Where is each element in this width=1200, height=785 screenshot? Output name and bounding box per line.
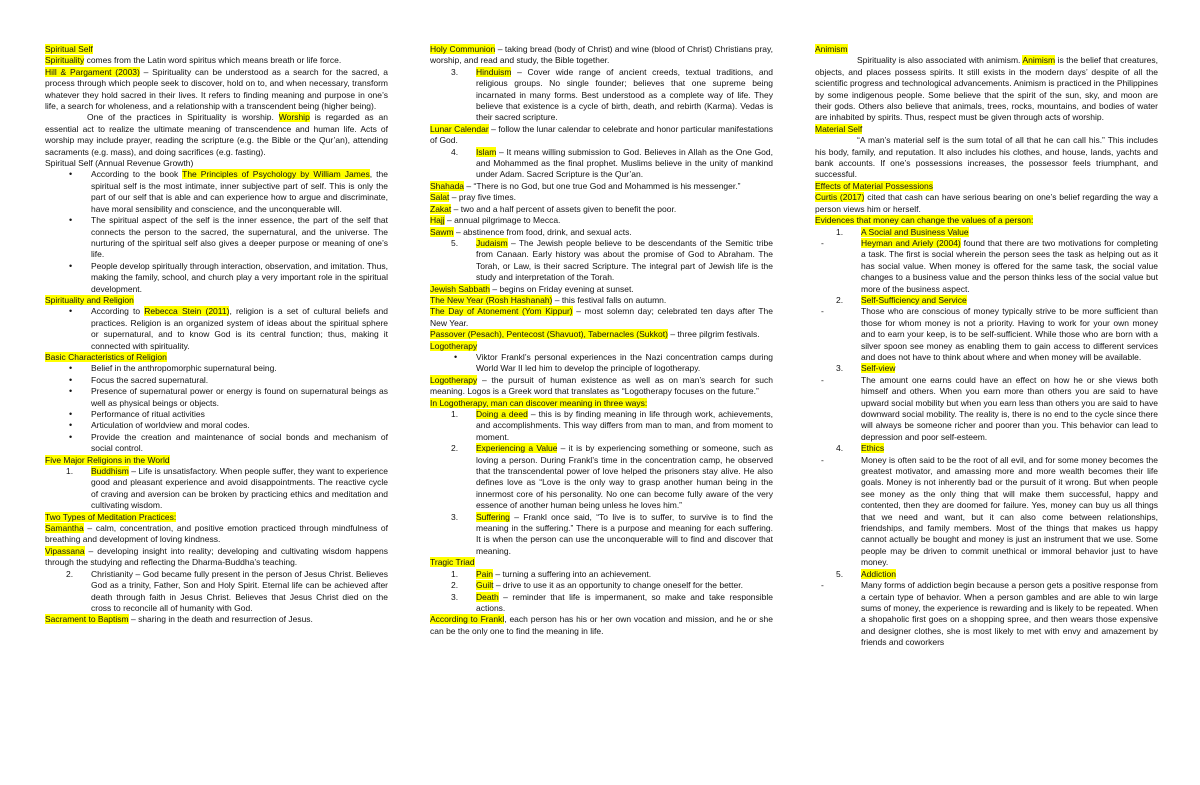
list-number: 3. (836, 363, 844, 374)
shahada-term: Shahada (430, 180, 465, 191)
addiction-title: Addiction (861, 568, 896, 579)
worship-paragraph (45, 112, 388, 158)
according-frankl-text: , each person has his or her own vocation and mission, and he or she can be the only one to find the meaning in life. (430, 614, 773, 636)
pain-term: Pain (476, 568, 494, 579)
samantha-text: – calm, concentration, and positive emotion practiced through mindfulness of breathing and development of loving kindness. (45, 523, 388, 545)
evidence-4-body (815, 455, 1158, 569)
characteristic-item: • Presence of supernatural power or energy is found on supernatural beings as well as physical beings or objects. (45, 386, 388, 409)
new-year-term: The New Year (Rosh Hashanah) (430, 294, 553, 305)
curtis-term: Curtis (2017) (815, 192, 865, 203)
effects-heading (815, 181, 1158, 192)
evidence-1-body (815, 238, 1158, 295)
religion-buddhism (45, 466, 388, 512)
hajj-paragraph (430, 215, 773, 226)
salat-paragraph (430, 192, 773, 203)
spirituality-text: comes from the Latin word spiritus which means breath or life force. (84, 55, 342, 66)
list-number: 2. (836, 294, 844, 305)
hinduism-text: – Cover wide range of ancient creeds, textual traditions, and religious groups. No single founder; believes that one supreme being incarnated in many forms. Best understood as a complete way of life. They believe that existence is a cycle of birth, death, and rebirth (Karma). Vedas is their sacred scripture. (476, 66, 773, 123)
evidence-5-heading (815, 569, 1158, 580)
list-number: 1. (451, 409, 459, 419)
logotherapy-bullets (430, 352, 773, 375)
evidence-heading-item (815, 363, 1158, 374)
bullet-inner-essence: • The spiritual aspect of the self is the inner essence, the part of the self that connects the person to the sacred, the supernatural, and the universe. The nurturing of the spiritual self also gives a deeper purpose or meaning of one’s life. (45, 215, 388, 261)
lunar-calendar-paragraph (430, 124, 773, 147)
evidence-3-heading (815, 363, 1158, 374)
baptism-paragraph (45, 614, 388, 625)
evidence-2-text: - Those who are conscious of money typically strive to be more sufficient than those for whom money is not a priority. Having to work for your own money and to earn your keep, is to be self-sufficient. While those who are born with a silver spoon see money as enabling them to gain access to different services and does not have to think about where and when money will be available. (815, 306, 1158, 363)
five-religions-heading (45, 455, 388, 466)
religions-list-5 (430, 238, 773, 284)
lunar-calendar-text: – follow the lunar calendar to celebrate and honor particular manifestations of God. (430, 123, 773, 146)
logotherapy-heading (430, 341, 773, 352)
material-self-paragraph: “A man’s material self is the sum total of all that he can call his.” This includes his body, family, and reputation. It also includes his clothes, and house, lands, yachts and bank accounts. If one’s possessions increases, the possessor feels triumphant, and successful. (815, 135, 1158, 180)
evidences-title: Evidences that money can change the values of a person: (815, 215, 1034, 226)
meditation-title: Two Types of Meditation Practices: (45, 511, 177, 522)
tragic-triad-list (430, 569, 773, 615)
evidence-3-body (815, 375, 1158, 443)
tragic-triad-title: Tragic Triad (430, 557, 475, 568)
evidence-5-text: - Many forms of addiction begin because a person gets a positive response from a certain type of behavior. When a person gambles and are able to win large sums of money, the experience is rewarding and is likely to be repeated. When a shopaholic first goes on a shopping spree, and then wears those expensive and designer clothes, she is most likely to met with envy and amazement by friends and coworkers (815, 580, 1158, 648)
evidence-heading-item (815, 569, 1158, 580)
lunar-calendar-term: Lunar Calendar (430, 123, 489, 134)
james-intro: According to the book (91, 169, 183, 180)
religions-list-3 (430, 67, 773, 124)
list-number: 3. (451, 591, 459, 602)
characteristic-item: • Belief in the anthropomorphic supernatural being. (45, 363, 388, 374)
religions-list-1 (45, 466, 388, 512)
pilgrim-festivals-term: Passover (Pesach), Pentecost (Shavuot), Tabernacles (Sukkot) (430, 329, 668, 340)
according-frankl-paragraph (430, 614, 773, 637)
list-number: 5. (451, 237, 459, 248)
animism-title: Animism (815, 44, 848, 54)
hill-pargament-term: Hill & Pargament (2003) (45, 66, 140, 77)
atonement-term: The Day of Atonement (Yom Kippur) (430, 306, 573, 317)
religion-islam (430, 147, 773, 181)
sabbath-paragraph (430, 284, 773, 295)
triad-pain (430, 569, 773, 580)
evidence-5-body (815, 580, 1158, 648)
list-number: 2. (66, 568, 74, 579)
animism-intro: Spirituality is also associated with animism. (857, 55, 1023, 66)
social-business-value-title: A Social and Business Value (861, 226, 969, 237)
new-year-text: – this festival falls on autumn. (552, 294, 667, 305)
communion-text: – taking bread (body of Christ) and wine (blood of Christ) Christians pray, worship, and read and study, the Bible together. (430, 44, 773, 66)
evidence-4-text: - Money is often said to be the root of all evil, and for some money becomes the greatest motivator, and amassing more and more wealth becomes their life goals. Money is not inherently bad or the pursuit of it wrong. But when people see money as the only thing that will make them successful, happy and contented, then they are doomed for failure. Yes, money can buy us all things that we need and want, but it can also come between relationships, friendships, and family members. Most of the things that makes us happy cannot actually be bought and money is just an instrument that we use. Some people may be driven to commit unethical or immoral behavior just to have money. (815, 455, 1158, 569)
column-1 (45, 44, 388, 626)
list-number: 1. (836, 226, 844, 237)
spiritual-self-bullets (45, 169, 388, 294)
religion-judaism (430, 238, 773, 284)
evidence-heading-item (815, 227, 1158, 238)
christianity-text: Christianity – God became fully present in the person of Jesus Christ. Believes God as a trinity, Father, Son and Holy Spirit. Eternal life can be achieved after death through faith in Jesus Christ. Believes that Jesus Christ died on the cross to reconcile all of humanity with God. (91, 568, 388, 613)
triad-guilt (430, 580, 773, 591)
new-year-paragraph (430, 295, 773, 306)
column-2 (430, 44, 773, 637)
meditation-heading (45, 512, 388, 523)
evidence-2-heading (815, 295, 1158, 306)
material-self-title: Material Self (815, 123, 863, 134)
evidence-heading-item (815, 443, 1158, 454)
hajj-term: Hajj (430, 215, 445, 226)
hill-pargament-paragraph (45, 67, 388, 113)
list-number: 3. (451, 66, 459, 77)
three-ways-heading (430, 398, 773, 409)
communion-paragraph (430, 44, 773, 67)
worship-intro: One of the practices in Spirituality is worship. (87, 112, 279, 123)
evidence-2-body (815, 306, 1158, 363)
islam-text: – It means willing submission to God. Believes in Allah as the One God, and Mohammed as the final prophet. Muslims believe in the unity of mankind under Adam. Sacred Scripture is the Qur’an. (476, 146, 773, 180)
evidence-3-text: - The amount one earns could have an effect on how he or she views both himself and others. When you earn more than others you are said to have upward social mobility but when you earn less than others you are said to have downward social mobility. The reality is, there is no end to the cycle since there will always be someone richer and poorer than you. This behavior can lead to depression and poor self-esteem. (815, 375, 1158, 443)
triad-death (430, 592, 773, 615)
judaism-term: Judaism (476, 237, 508, 248)
list-number: 5. (836, 568, 844, 579)
death-text: – reminder that life is impermanent, so make and take responsible actions. (476, 591, 773, 613)
list-number: 1. (66, 466, 74, 477)
characteristic-item: • Articulation of worldview and moral codes. (45, 420, 388, 431)
stein-term: Rebecca Stein (2011) (144, 306, 230, 317)
list-number: 4. (836, 443, 844, 454)
hajj-text: – annual pilgrimage to Mecca. (444, 215, 561, 226)
according-frankl-term: According to Frankl (430, 614, 505, 625)
column-3 (815, 44, 1158, 649)
animism-paragraph (815, 55, 1158, 123)
pilgrim-festivals-text: – three pilgrim festivals. (667, 329, 760, 340)
annual-revenue-heading: Spiritual Self (Annual Revenue Growth) (45, 158, 194, 169)
evidence-4-heading (815, 443, 1158, 454)
religion-christianity (45, 569, 388, 615)
evidence-1-heading (815, 227, 1158, 238)
samantha-paragraph (45, 523, 388, 546)
religions-list-2 (45, 569, 388, 615)
self-view-title: Self-view (861, 363, 896, 374)
three-ways-title: In Logotherapy, man can discover meaning in three ways: (430, 397, 648, 408)
vipassana-term: Vipassana (45, 545, 85, 556)
logotherapy-definition (430, 375, 773, 398)
list-number: 1. (451, 568, 459, 579)
religion-title: Spirituality and Religion (45, 294, 134, 305)
shahada-paragraph (430, 181, 773, 192)
characteristics-list (45, 363, 388, 454)
characteristic-item: • Focus the sacred supernatural. (45, 375, 388, 386)
spirituality-definition (45, 55, 388, 66)
animism-text: is the belief that creatures, objects, and places possess spirits. It still exists in the modern days’ despite of all the scientific progress and technological advancements. Animism is practiced in the Philippines by some indigenous people. Some believe that the spirit of the sun, sky, and moon are their gods. Others also believe that animals, trees, rocks, mountains, and bodies of water are inhabited by spirits. Thus, respect must be given through acts of worship. (815, 55, 1159, 123)
suffering-term: Suffering (476, 511, 510, 522)
religion-heading (45, 295, 388, 306)
basic-characteristics-heading (45, 352, 388, 363)
baptism-term: Sacrament to Baptism (45, 614, 129, 625)
hinduism-term: Hinduism (476, 66, 512, 77)
religion-bullets (45, 306, 388, 352)
zakat-paragraph (430, 204, 773, 215)
worship-term: Worship (278, 112, 310, 123)
list-number: 2. (451, 580, 459, 591)
five-religions-title: Five Major Religions in the World (45, 454, 170, 465)
list-number: 4. (451, 146, 459, 157)
way-suffering (430, 512, 773, 558)
religion-hinduism (430, 67, 773, 124)
pilgrim-festivals-paragraph (430, 329, 773, 340)
spirituality-term: Spirituality (45, 55, 85, 66)
ethics-title: Ethics (861, 443, 885, 454)
doing-deed-term: Doing a deed (476, 409, 528, 419)
hill-pargament-text: – Spirituality can be understood as a search for the sacred, a process through which people seek to discover, hold on to, and when necessary, transform whatever they hold sacred in their lives. It refers to finding meaning and purpose in one’s life, a search for wholeness, and a relationship with a transcendent being (higher being). (45, 66, 388, 112)
bullet-william-james (45, 169, 388, 215)
animism-term: Animism (1022, 55, 1056, 66)
stein-text: , religion is a set of cultural beliefs and practices. Religion is an organized system of ideas about the spiritual sphere or supernatural, and to know God is its central function; thus, making it connected with spirituality. (91, 306, 388, 351)
doing-deed-text: – this is by finding meaning in life through work, achievements, and accomplishments. This way differs from man to man, and from moment to moment. (476, 409, 774, 442)
heyman-ariely-term: Heyman and Ariely (2004) (861, 237, 961, 248)
bullet-viktor-frankl: • Viktor Frankl’s personal experiences in the Nazi concentration camps during World War II led him to develop the principle of logotherapy. (430, 352, 773, 375)
basic-characteristics-title: Basic Characteristics of Religion (45, 351, 167, 362)
james-term: The Principles of Psychology by William James (182, 169, 370, 180)
worship-text: is regarded as an essential act to realize the ultimate meaning of transcendence and human life. Acts of worship may include prayer, reading the scripture (e.g. the Bible or the Qur’an), attending sacraments (e.g. mass), and doing sacrifices (e.g. fasting). (45, 112, 388, 157)
religions-list-4 (430, 147, 773, 181)
tragic-triad-heading (430, 557, 773, 568)
bullet-people-develop: • People develop spiritually through interaction, observation, and imitation. Thus, making the family, school, and church play a very important role in the spiritual development. (45, 261, 388, 295)
spiritual-self-heading (45, 44, 388, 55)
evidence-heading-item (815, 295, 1158, 306)
stein-intro: According to (91, 306, 145, 317)
salat-text: – pray five times. (449, 192, 516, 203)
way-experiencing-value (430, 443, 773, 511)
zakat-term: Zakat (430, 203, 452, 214)
bullet-rebecca-stein (45, 306, 388, 352)
guilt-text: – drive to use it as an opportunity to change oneself for the better. (493, 580, 743, 591)
suffering-text: – Frankl once said, “To live is to suffer, to survive is to find the meaning in the suffering.” There is a purpose and meaning for each suffering. It is when the person can use the unconquerable will to find and discover that meaning. (476, 511, 773, 556)
sawm-term: Sawm (430, 226, 454, 237)
characteristic-item: • Performance of ritual activities (45, 409, 388, 420)
sabbath-term: Jewish Sabbath (430, 283, 491, 294)
logotherapy-title: Logotherapy (430, 340, 478, 351)
evidence-1-text (815, 238, 1158, 295)
vipassana-text: – developing insight into reality; developing and cultivating wisdom happens through the studying and reflecting the Dharma-Buddha’s teaching. (45, 545, 388, 568)
sabbath-text: – begins on Friday evening at sunset. (490, 283, 634, 294)
curtis-text: cited that cash can have serious bearing on one’s belief regarding the way a person views him or herself. (815, 192, 1158, 214)
heyman-ariely-text: found that there are two motivations for completing a task. The first is social wherein the person sees the task as helping out as it has social value. When money is offered for the same task, the social value changes to a business value and the person thinks less of the social value but more of the business aspect. (861, 237, 1158, 294)
curtis-paragraph (815, 192, 1158, 215)
james-text: , the spiritual self is the most intimate, inner subjective part of self. This is only the part of our self that is able and can experience how to argue and discriminate, have moral sensibility and conscience, and the unconquerable will. (91, 169, 388, 214)
material-self-heading (815, 124, 1158, 135)
list-number: 2. (451, 443, 459, 454)
three-ways-list (430, 409, 773, 557)
experiencing-value-text: – it is by experiencing something or someone, such as loving a person. During Frankl’s time in the concentration camp, he observed that the transcendental power of love helped the prisoners stay alive. He also defines love as “Love is the only way to grasp another human being in the innermost core of his personality. No one can become fully aware of the very essence of another human being unless he loves him.” (476, 443, 773, 511)
islam-term: Islam (476, 146, 497, 157)
list-number: 3. (451, 511, 459, 522)
vipassana-paragraph (45, 546, 388, 569)
sawm-paragraph (430, 227, 773, 238)
atonement-paragraph (430, 306, 773, 329)
self-sufficiency-title: Self-Sufficiency and Service (861, 294, 967, 305)
evidences-heading (815, 215, 1158, 226)
experiencing-value-term: Experiencing a Value (476, 443, 558, 454)
buddhism-text: – Life is unsatisfactory. When people suffer, they want to experience good and pleasant experience and avoid disappointments. The reactive cycle of craving and aversion can be broken by practicing ethics and meditation and cultivating wisdom. (91, 466, 388, 511)
salat-term: Salat (430, 192, 450, 203)
way-doing-deed (430, 409, 773, 443)
sawm-text: – abstinence from food, drink, and sexual acts. (453, 226, 632, 237)
shahada-text: – “There is no God, but one true God and Mohammed is his messenger.” (464, 180, 741, 191)
guilt-term: Guilt (476, 580, 494, 591)
death-term: Death (476, 591, 499, 602)
buddhism-term: Buddhism (91, 466, 129, 477)
effects-title: Effects of Material Possessions (815, 180, 933, 191)
pain-text: – turning a suffering into an achievement. (493, 568, 652, 579)
logotherapy-term: Logotherapy (430, 374, 478, 385)
animism-heading (815, 44, 1158, 55)
zakat-text: – two and a half percent of assets given to benefit the poor. (451, 203, 677, 214)
judaism-text: – The Jewish people believe to be descendants of the Semitic tribe from Canaan. Early history was about the promise of God to Abraham. The Torah, or Law, is their sacred Scripture. The integral part of Jewish life is the study and interpretation of the Torah. (476, 237, 773, 283)
atonement-text: – most solemn day; celebrated ten days after The New Year. (430, 306, 773, 328)
samantha-term: Samantha (45, 523, 84, 534)
communion-term: Holy Communion (430, 44, 496, 54)
baptism-text: – sharing in the death and resurrection of Jesus. (128, 614, 313, 625)
logotherapy-text: – the pursuit of human existence as well as on man’s search for such meaning. Logos is a Greek word that translates as “Logotherapy focuses on the future.” (430, 374, 773, 397)
characteristic-item: • Provide the creation and maintenance of social bonds and mechanism of social control. (45, 432, 388, 455)
spiritual-self-title: Spiritual Self (45, 44, 93, 54)
